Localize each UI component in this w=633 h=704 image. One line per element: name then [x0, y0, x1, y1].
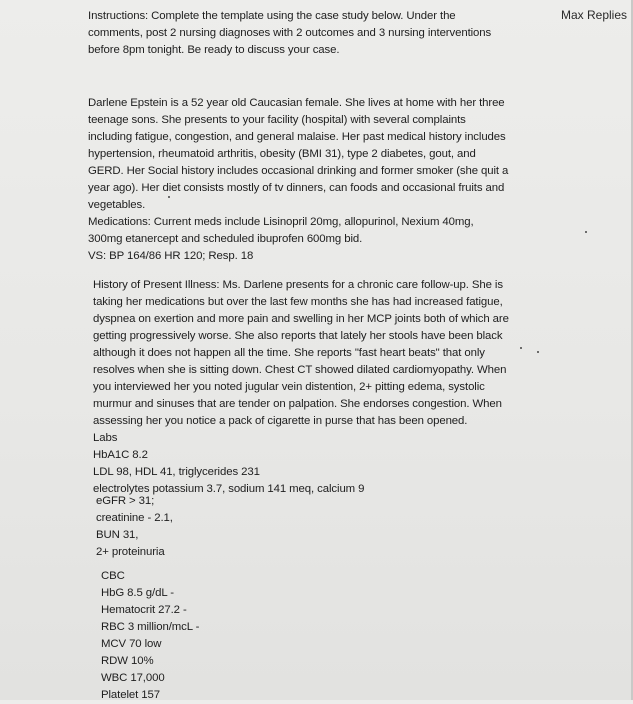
lab-value: Platelet 157 [101, 689, 160, 701]
case-line: year ago). Her diet consists mostly of tv dinners, can foods and occasional fruits and [88, 182, 505, 194]
lab-value: creatinine - 2.1, [96, 512, 173, 524]
lab-value: MCV 70 low [101, 638, 162, 650]
case-line: vegetables. [88, 199, 146, 211]
paper-speck [537, 351, 539, 353]
case-line: hypertension, rheumatoid arthritis, obesity (BMI 31), type 2 diabetes, gout, and [88, 148, 476, 160]
lab-value: RBC 3 million/mcL - [101, 621, 200, 633]
hpi-line: assessing her you notice a pack of cigarette in purse that has been opened. [93, 415, 468, 427]
paper-speck [585, 231, 587, 233]
lab-value: BUN 31, [96, 529, 139, 541]
paper-speck [168, 196, 170, 198]
case-line: GERD. Her Social history includes occasional drinking and former smoker (she quit a [88, 165, 509, 177]
cbc-heading: CBC [101, 570, 125, 582]
hpi-line: murmur and sinuses that are tender on palpation. She endorses congestion. When [93, 398, 502, 410]
lab-value: HbA1C 8.2 [93, 449, 148, 461]
instructions-paragraph [88, 8, 491, 59]
hpi-line: getting progressively worse. She also reports that lately her stools have been black [93, 330, 503, 342]
hpi-line: although it does not happen all the time. She reports "fast heart beats" that only [93, 347, 485, 359]
lab-value: HbG 8.5 g/dL - [101, 587, 174, 599]
case-study-paragraph [88, 95, 508, 265]
lab-value: electrolytes potassium 3.7, sodium 141 meq, calcium 9 [93, 483, 365, 495]
hpi-line: dyspnea on exertion and more pain and swelling in her MCP joints both of which are [93, 313, 509, 325]
instructions-line: Instructions: Complete the template using the case study below. Under the [88, 10, 456, 22]
lab-value: eGFR > 31; [96, 495, 155, 507]
hpi-line: you interviewed her you noted jugular vein distention, 2+ pitting edema, systolic [93, 381, 485, 393]
max-replies-label: Max Replies [560, 8, 627, 22]
history-of-present-illness [93, 277, 509, 498]
lab-value: LDL 98, HDL 41, triglycerides 231 [93, 466, 260, 478]
paper-speck [520, 347, 522, 349]
lab-value: 2+ proteinuria [96, 546, 165, 558]
labs-heading: Labs [93, 432, 118, 444]
cbc-labs [101, 568, 199, 704]
medications-line: 300mg etanercept and scheduled ibuprofen 600mg bid. [88, 233, 363, 245]
case-line: including fatigue, congestion, and general malaise. Her past medical history includes [88, 131, 506, 143]
hpi-line: resolves when she is sitting down. Chest CT showed dilated cardiomyopathy. When [93, 364, 507, 376]
hpi-line: History of Present Illness: Ms. Darlene presents for a chronic care follow-up. She is [93, 279, 503, 291]
lab-value: WBC 17,000 [101, 672, 165, 684]
case-line: Darlene Epstein is a 52 year old Caucasian female. She lives at home with her three [88, 97, 505, 109]
hpi-line: taking her medications but over the last few months she has had increased fatigue, [93, 296, 503, 308]
lab-value: Hematocrit 27.2 - [101, 604, 187, 616]
instructions-line: before 8pm tonight. Be ready to discuss your case. [88, 44, 340, 56]
renal-labs [96, 493, 173, 561]
vital-signs-line: VS: BP 164/86 HR 120; Resp. 18 [88, 250, 254, 262]
lab-value: RDW 10% [101, 655, 154, 667]
medications-line: Medications: Current meds include Lisinopril 20mg, allopurinol, Nexium 40mg, [88, 216, 474, 228]
case-line: teenage sons. She presents to your facility (hospital) with several complaints [88, 114, 466, 126]
instructions-line: comments, post 2 nursing diagnoses with 2 outcomes and 3 nursing interventions [88, 27, 492, 39]
